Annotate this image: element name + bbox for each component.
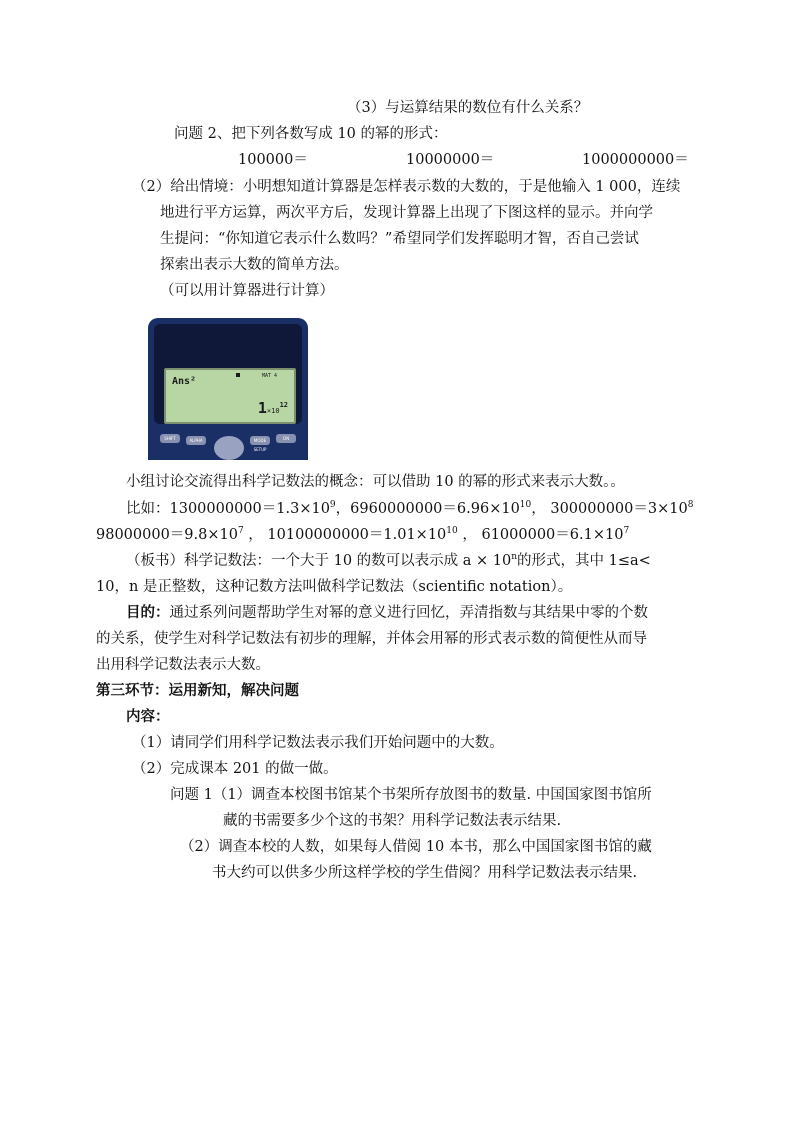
problem-2: 问题 2、把下列各数写成 10 的幂的形式： <box>174 126 448 142</box>
discussion-line: 小组讨论交流得出科学记数法的概念：可以借助 10 的幂的形式来表示大数。。 <box>126 474 625 490</box>
calculator-image <box>148 318 308 460</box>
calculator-indicator-square <box>236 373 240 377</box>
calculator-key-on: ON <box>276 434 296 443</box>
calculator-keys <box>148 428 308 460</box>
problem-1-part-2-line-2: 书大约可以供多少所这样学校的学生借阅？用科学记数法表示结果. <box>212 865 638 881</box>
content-item-1: （1）请同学们用科学记数法表示我们开始问题中的大数。 <box>132 735 504 751</box>
situation-line-1: （2）给出情境：小明想知道计算器是怎样表示数的大数的，于是他输入 1 000，连续 <box>132 179 681 195</box>
calculator-replay-pad <box>214 436 244 460</box>
situation-line-4: 探索出表示大数的简单方法。 <box>160 257 349 273</box>
calculator-result: $1\times 10^{12}$ <box>257 399 288 417</box>
calculator-note: （可以用计算器进行计算） <box>160 283 334 299</box>
definition-text-a: （板书）科学记数法：一个大于 10 的数可以表示成 a × 10 <box>126 553 512 569</box>
definition-line-1 <box>126 552 651 570</box>
goal-line-1 <box>126 604 648 622</box>
calculator-screen <box>164 368 296 424</box>
goal-line-3: 出用科学记数法表示大数。 <box>96 657 270 673</box>
content-label: 内容： <box>126 708 170 725</box>
blank-1000000000: 1000000000＝ <box>582 152 689 168</box>
blank-100000: 100000＝ <box>238 152 308 168</box>
examples-line-1 <box>126 500 693 518</box>
example-4-exponent: 7 <box>237 526 244 537</box>
blank-10000000: 10000000＝ <box>406 152 495 168</box>
example-6-base: ， 61000000＝6.1×10 <box>457 527 624 543</box>
calculator-ans-label: Ans² <box>172 376 197 387</box>
question-3: （3）与运算结果的数位有什么关系？ <box>347 100 589 116</box>
example-2-base: ，6960000000＝6.96×10 <box>335 501 520 517</box>
content-item-2: （2）完成课本 201 的做一做。 <box>132 761 338 777</box>
goal-label: 目的： <box>126 604 170 621</box>
calculator-indicator: MAT 4 <box>262 373 278 379</box>
example-5-exponent: 10 <box>446 526 458 537</box>
problem-1-part-2-line-1: （2）调查本校的人数，如果每人借阅 10 本书，那么中国国家图书馆的藏 <box>180 839 652 855</box>
section-3-heading: 第三环节：运用新知，解决问题 <box>96 682 299 699</box>
example-1-base: 1300000000＝1.3×10 <box>169 501 330 517</box>
goal-line-2: 的关系，使学生对科学记数法有初步的理解，并体会用幂的形式表示数的简便性从而导 <box>96 631 647 647</box>
situation-line-3: 生提问：“你知道它表示什么数吗？”希望同学们发挥聪明才智，否自己尝试 <box>160 231 639 247</box>
example-4-base: 98000000＝9.8×10 <box>96 527 238 543</box>
problem-1-line-2: 藏的书需要多少个这的书架？用科学记数法表示结果. <box>223 813 562 829</box>
goal-text-1: 通过系列问题帮助学生对幂的意义进行回忆，弄清指数与其结果中零的个数 <box>169 605 648 621</box>
example-6-exponent: 7 <box>623 526 630 537</box>
calculator-key-shift: SHIFT <box>160 434 180 443</box>
definition-exponent: n <box>511 552 518 563</box>
example-2-exponent: 10 <box>519 500 532 511</box>
calculator-key-mode: MODE SETUP <box>250 436 270 445</box>
example-3-exponent: 8 <box>687 500 694 511</box>
example-5-base: ， 10100000000＝1.01×10 <box>243 527 447 543</box>
example-1-exponent: 9 <box>329 500 336 511</box>
calculator-key-alpha: ALPHA <box>186 436 206 445</box>
examples-line-2 <box>96 526 629 544</box>
examples-prefix: 比如： <box>126 501 170 517</box>
definition-line-2: 10，n 是正整数，这种记数方法叫做科学记数法（scientific notation）。 <box>96 579 573 595</box>
problem-1-line-1: 问题 1（1）调查本校图书馆某个书架所存放图书的数量. 中国国家图书馆所 <box>170 787 652 803</box>
example-3-base: ， 300000000＝3×10 <box>531 501 688 517</box>
situation-line-2: 地进行平方运算，两次平方后，发现计算器上出现了下图这样的显示。并向学 <box>160 205 653 221</box>
definition-text-b: 的形式，其中 1≤a< <box>517 553 651 569</box>
